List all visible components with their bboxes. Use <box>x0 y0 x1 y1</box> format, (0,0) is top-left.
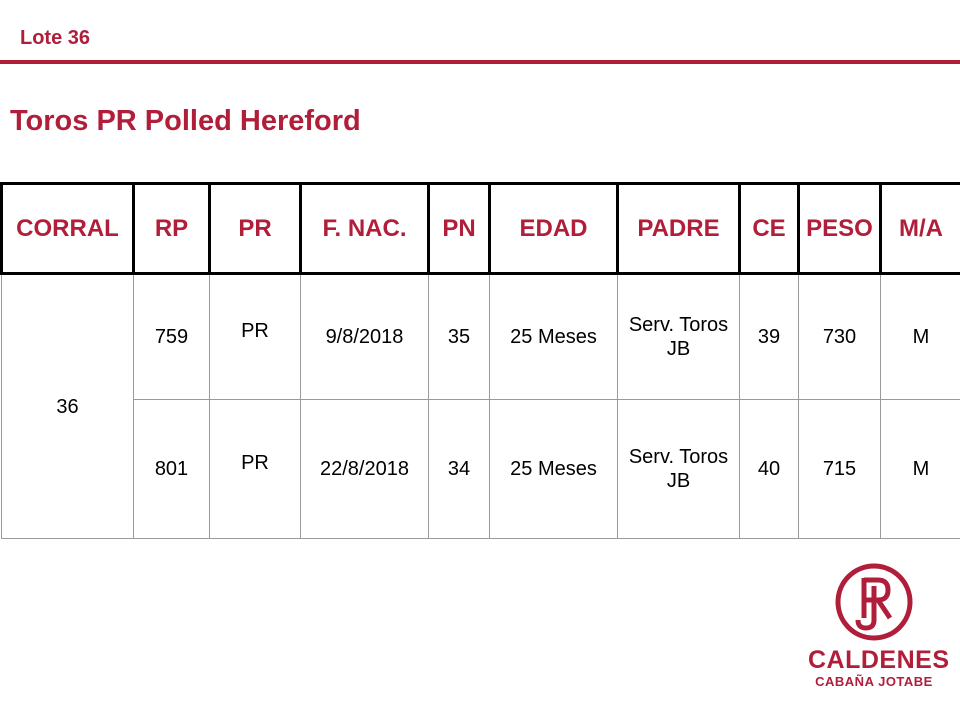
cell-pr-text: PR <box>241 452 269 474</box>
caldenes-logo <box>808 562 950 692</box>
header-padre: PADRE <box>618 184 740 274</box>
cell-edad: 25 Meses <box>490 400 618 539</box>
table-header-row <box>2 184 960 274</box>
cell-pr <box>210 400 301 539</box>
header-fnac: F. NAC. <box>301 184 429 274</box>
header-pr: PR <box>210 184 301 274</box>
lot-label: Lote 36 <box>20 27 91 49</box>
rj-monogram-icon <box>834 562 914 642</box>
header-corral: CORRAL <box>2 184 134 274</box>
header-ma: M/A <box>881 184 960 274</box>
cell-peso: 715 <box>799 400 881 539</box>
cell-ma: M <box>881 400 960 539</box>
cell-padre: Serv. Toros JB <box>618 274 740 400</box>
cell-pr-text: PR <box>241 320 269 342</box>
header-peso: PESO <box>799 184 881 274</box>
cell-fnac: 22/8/2018 <box>301 400 429 539</box>
header-rule <box>0 60 960 64</box>
header-edad: EDAD <box>490 184 618 274</box>
cell-ce: 40 <box>740 400 799 539</box>
cell-pr <box>210 274 301 400</box>
cell-rp: 759 <box>134 274 210 400</box>
cell-edad: 25 Meses <box>490 274 618 400</box>
lot-table <box>0 182 960 539</box>
cell-rp: 801 <box>134 400 210 539</box>
table-row <box>2 400 960 539</box>
header-rp: RP <box>134 184 210 274</box>
brand-name: CALDENES <box>808 646 950 674</box>
cell-padre: Serv. Toros JB <box>618 400 740 539</box>
cell-corral: 36 <box>2 274 134 539</box>
cell-fnac: 9/8/2018 <box>301 274 429 400</box>
cell-pn: 34 <box>429 400 490 539</box>
header-pn: PN <box>429 184 490 274</box>
brand-subtitle: CABAÑA JOTABE <box>815 674 933 689</box>
page-title: Toros PR Polled Hereford <box>10 105 361 137</box>
cell-peso: 730 <box>799 274 881 400</box>
header-ce: CE <box>740 184 799 274</box>
cell-ce: 39 <box>740 274 799 400</box>
cell-ma: M <box>881 274 960 400</box>
cell-pn: 35 <box>429 274 490 400</box>
table-row <box>2 274 960 400</box>
